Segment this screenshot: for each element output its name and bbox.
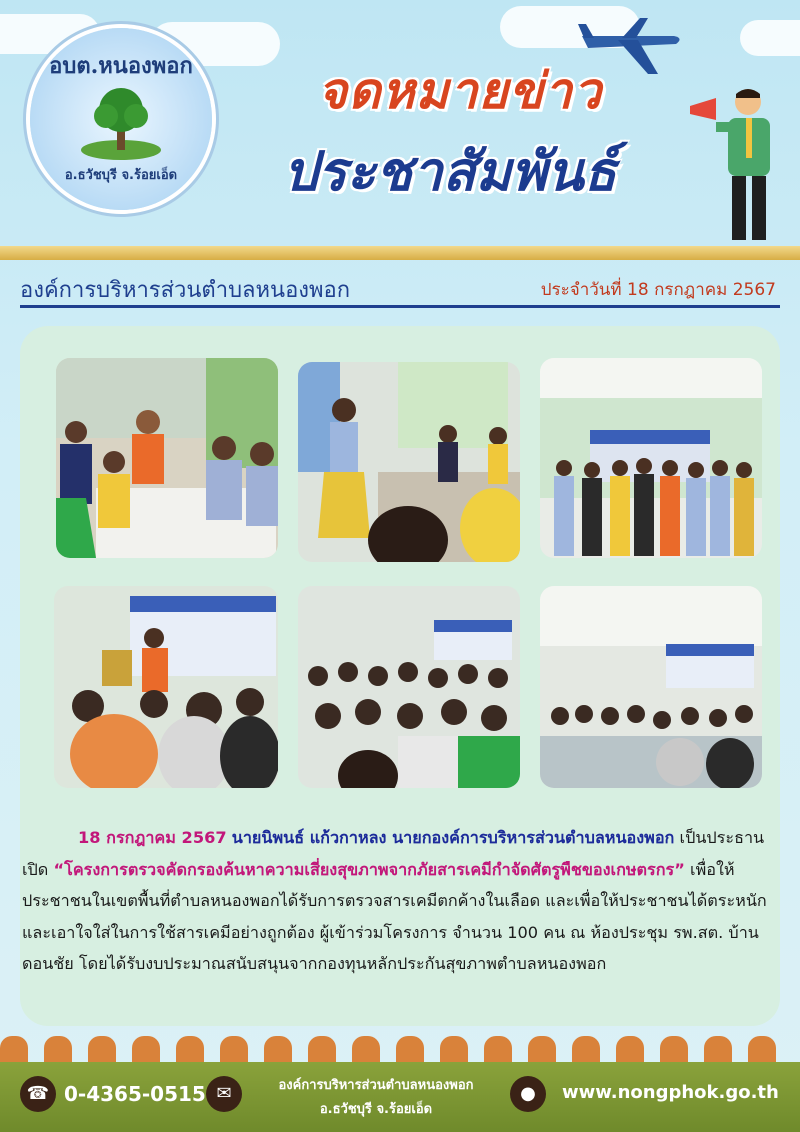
organization-name: องค์การบริหารส่วนตำบลหนองพอก — [20, 278, 351, 303]
logo-bottom-text: อ.ธวัชบุรี จ.ร้อยเอ็ด — [64, 168, 178, 183]
phone-icon: ☎ — [20, 1076, 56, 1112]
footer-org-line1: องค์การบริหารส่วนตำบลหนองพอก — [278, 1078, 474, 1093]
newsletter-title: จดหมายข่าว — [317, 62, 603, 120]
photo-speaker-microphone — [298, 362, 520, 562]
footer-bar — [0, 1062, 800, 1132]
announcer-illustration — [690, 86, 782, 248]
photo-audience — [298, 586, 520, 788]
footer-org-line2: อ.ธวัชบุรี จ.ร้อยเอ็ด — [319, 1102, 433, 1117]
article-body — [22, 822, 778, 980]
globe-icon: ● — [510, 1076, 546, 1112]
logo-top-text: อบต.หนองพอก — [49, 53, 193, 79]
article-project: “โครงการตรวจคัดกรองค้นหาความเสี่ยงสุขภาพจากภัยสารเคมีกำจัดศัตรูพืชของเกษตรกร” — [53, 859, 685, 879]
tree-icon — [80, 84, 162, 160]
article-details: เพื่อให้ประชาชนในเขตพื้นที่ตำบลหนองพอกได้รับการตรวจสารเคมีตกค้างในเลือด และเพื่อให้ประชาชนได้ตระหนักและเอาใจใส่ในการใช้สารเคมีอย่างถูกต้อง ผู้เข้าร่วมโครงการ จำนวน 100 คน ณ ห้องประชุม รพ.สต. บ้านดอนชัย โดยได้รับงบประมาณสนับสนุนจากกองทุนหลักประกันสุขภาพตำบลหนองพอก — [22, 859, 767, 973]
newsletter-subtitle: ประชาสัมพันธ์ — [283, 140, 617, 203]
article-intro: เป็นประธานเปิด — [22, 828, 765, 879]
header-rule — [20, 305, 780, 308]
photo-hall-wide — [540, 586, 762, 788]
cloud-decoration — [740, 20, 800, 56]
issue-date: ประจำวันที่ 18 กรกฎาคม 2567 — [540, 280, 776, 300]
footer-website[interactable]: www.nongphok.go.th — [562, 1082, 779, 1103]
airplane-icon — [578, 14, 684, 78]
organization-logo — [30, 28, 212, 210]
article-date: 18 กรกฎาคม 2567 — [78, 828, 227, 847]
photo-group-banner — [540, 358, 762, 558]
header-divider — [0, 246, 800, 260]
photo-presenter-banner — [54, 586, 278, 788]
article-person: นายนิพนธ์ แก้วกาหลง นายกองค์การบริหารส่วนตำบลหนองพอก — [231, 828, 675, 847]
mail-icon: ✉ — [206, 1076, 242, 1112]
photo-meeting-table — [56, 358, 278, 558]
footer-phone: 0-4365-0515 — [64, 1082, 206, 1106]
